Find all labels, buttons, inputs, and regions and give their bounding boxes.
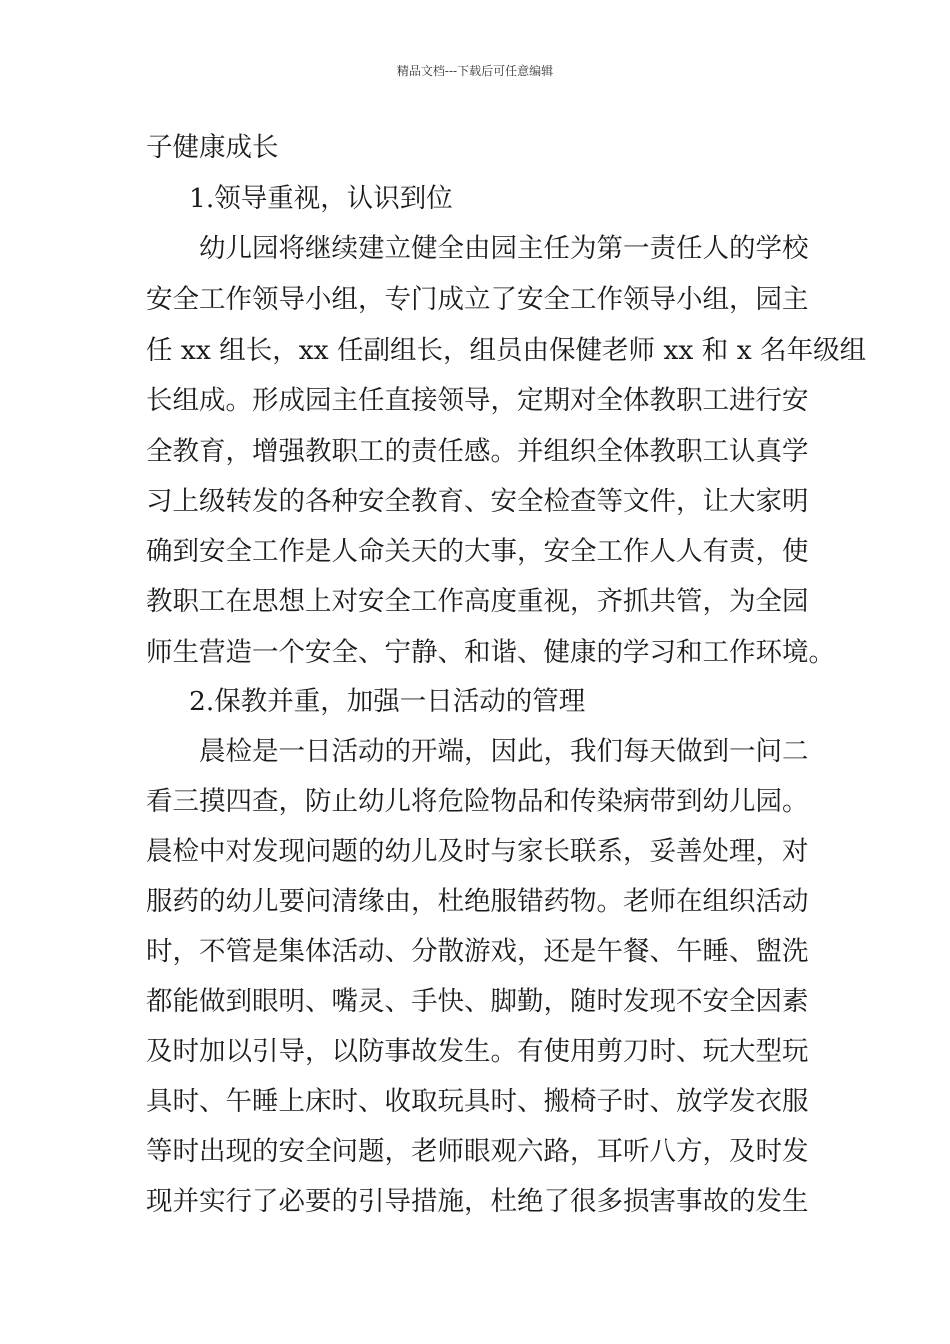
paragraph-first-line: 晨检是一日活动的开端，因此，我们每天做到一问二 xyxy=(199,736,809,767)
body-line: 全教育，增强教职工的责任感。并组织全体教职工认真学 xyxy=(146,436,809,467)
body-line: 确到安全工作是人命关天的大事，安全工作人人有责，使 xyxy=(146,536,809,567)
body-line: 子健康成长 xyxy=(146,132,279,163)
body-line: 晨检中对发现问题的幼儿及时与家长联系，妥善处理，对 xyxy=(146,836,809,867)
section-heading: 1.领导重视，认识到位 xyxy=(189,183,453,214)
section-heading: 2.保教并重，加强一日活动的管理 xyxy=(189,686,586,717)
body-line: 现并实行了必要的引导措施，杜绝了很多损害事故的发生 xyxy=(146,1186,809,1217)
body-line: 习上级转发的各种安全教育、安全检查等文件，让大家明 xyxy=(146,486,809,517)
body-line: 看三摸四查，防止幼儿将危险物品和传染病带到幼儿园。 xyxy=(146,786,809,817)
paragraph-first-line: 幼儿园将继续建立健全由园主任为第一责任人的学校 xyxy=(199,233,809,264)
body-line: 师生营造一个安全、宁静、和谐、健康的学习和工作环境。 xyxy=(146,637,835,668)
body-line: 都能做到眼明、嘴灵、手快、脚勤，随时发现不安全因素 xyxy=(146,986,809,1017)
body-line: 等时出现的安全问题，老师眼观六路，耳听八方，及时发 xyxy=(146,1136,809,1167)
page-header: 精品文档---下载后可任意编辑 xyxy=(396,64,554,78)
body-line: 教职工在思想上对安全工作高度重视，齐抓共管，为全园 xyxy=(146,586,809,617)
body-line: 服药的幼儿要问清缘由，杜绝服错药物。老师在组织活动 xyxy=(146,886,809,917)
body-line: 安全工作领导小组，专门成立了安全工作领导小组，园主 xyxy=(146,284,809,315)
body-line: 任 xx 组长，xx 任副组长，组员由保健老师 xx 和 x 名年级组 xyxy=(146,335,867,366)
body-line: 具时、午睡上床时、收取玩具时、搬椅子时、放学发衣服 xyxy=(146,1086,809,1117)
body-line: 长组成。形成园主任直接领导，定期对全体教职工进行安 xyxy=(146,385,809,416)
body-line: 及时加以引导，以防事故发生。有使用剪刀时、玩大型玩 xyxy=(146,1036,809,1067)
body-line: 时，不管是集体活动、分散游戏，还是午餐、午睡、盥洗 xyxy=(146,936,809,967)
